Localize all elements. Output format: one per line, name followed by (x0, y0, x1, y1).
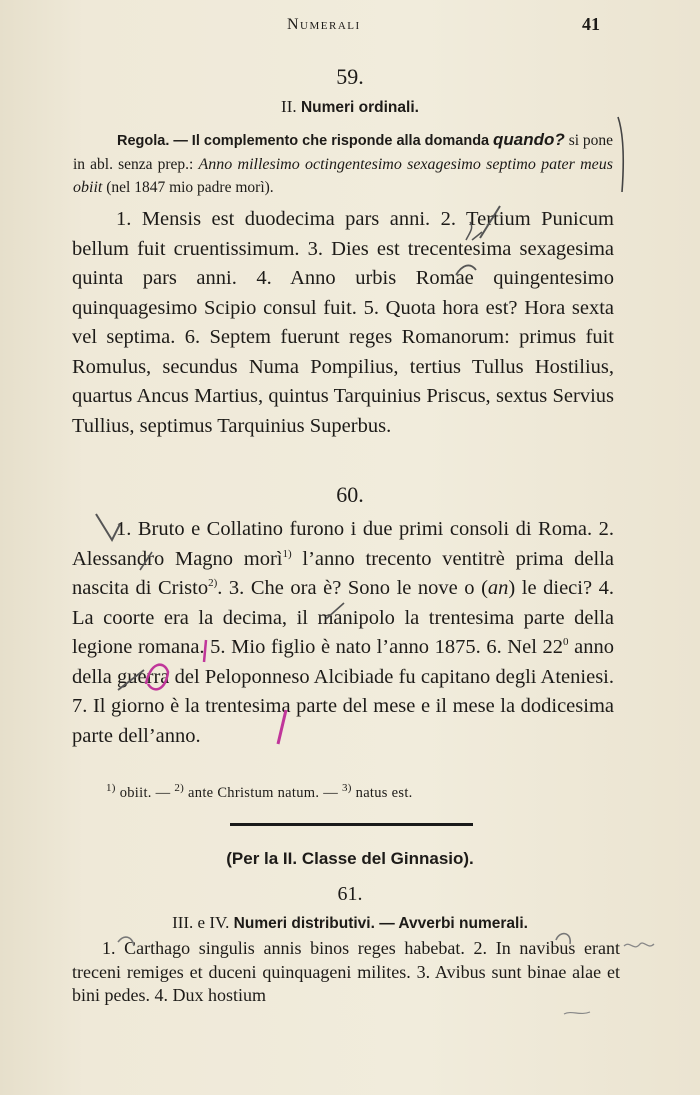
degree-mark: 0 (563, 636, 569, 649)
footnote-mark-1: 1) (106, 782, 116, 795)
section-61-subtitle-text: Numeri distributivi. — Avverbi numerali. (233, 915, 528, 932)
rule-line2: si pone in abl. senza prep.: (73, 132, 614, 173)
s60-part1: 1. Bruto e Collatino furono i due primi consoli di Roma. 2. Alessandro Magno morì (72, 518, 614, 570)
running-head (0, 12, 700, 42)
running-title: Numerali (287, 16, 361, 33)
footnotes (106, 782, 413, 802)
section-60-exercise (72, 515, 614, 751)
s60-part5: anno della guerra del Peloponneso Alcibiade fu capitano degli Ateniesi. 7. Il giorno è la trentesima parte del mese e il mese la dodicesima parte dell’anno. (72, 636, 614, 747)
section-59-exercise (72, 205, 614, 441)
section-60-number: 60. (336, 482, 364, 507)
s60-part2: l’anno trecento ventitrè prima della nascita di Cristo (72, 547, 614, 599)
rule-block (73, 128, 613, 199)
pencil-scribble-bottom (564, 1012, 590, 1014)
footnote-1: obiit. — (115, 785, 175, 801)
section-61-exercise-text: 1. Carthago singulis annis binos reges habebat. 2. In navibus erant treceni remiges et duceni quinquageni milites. 3. Avibus sunt binae alae et bini pedes. 4. Dux hostium (72, 938, 620, 1005)
section-61-number: 61. (337, 883, 363, 905)
section-61-subtitle (0, 913, 700, 933)
class-heading: (Per la II. Classe del Ginnasio). (226, 849, 474, 868)
section-59-exercise-text: 1. Mensis est duodecima pars anni. 2. Tertium Punicum bellum fuit cruentissimum. 3. Dies est trecentesima sexagesima quinta pars anni. 4. Anno urbis Romae quingentesimo quinquagesimo Scipio consul fuit. 5. Quota hora est? Hora sexta vel septima. 6. Septem fuerunt reges Romanorum: primus fuit Romulus, secundus Numa Pompilius, tertius Tullus Hostilius, quartus Ancus Martius, quintus Tarquinius Priscus, sextus Servius Tullius, septimus Tarquinius Superbus. (72, 208, 614, 437)
rule-label: Regola. — (117, 133, 188, 149)
section-59-subtitle (0, 97, 700, 117)
pencil-scribble-right (624, 943, 654, 947)
footnote-ref-1: 1) (282, 547, 292, 560)
footnote-2: ante Christum natum. — (184, 785, 342, 801)
rule-text: Il complemento che risponde alla domanda (191, 133, 490, 149)
s60-italic-an: an (487, 577, 509, 599)
footnote-3: natus est. (351, 785, 413, 801)
section-59-number: 59. (336, 64, 364, 89)
section-divider (230, 823, 473, 826)
section-59-subtitle-roman: II. (281, 97, 297, 116)
footnote-ref-2: 2) (208, 577, 218, 590)
rule-question: quando? (493, 130, 565, 149)
section-61-exercise (72, 937, 620, 1008)
section-61-subtitle-roman: III. e IV. (172, 913, 230, 932)
rule-example: Anno millesimo octingentesimo sexagesimo septimo pater meus obiit (73, 156, 614, 196)
section-60-exercise-text (72, 515, 614, 751)
rule-translation: (nel 1847 mio padre morì). (106, 179, 274, 196)
page-number: 41 (582, 14, 600, 34)
section-59-subtitle-text: Numeri ordinali. (300, 99, 419, 116)
s60-part3: . 3. Che ora è? Sono le nove o ( (217, 577, 488, 599)
s60-part4: ) le dieci? 4. La coorte era la decima, il manipolo la trentesima parte della legione romana. 5. Mio figlio è nato l’anno 1875. 6. Nel 22 (72, 577, 614, 658)
footnote-mark-3: 3) (341, 782, 352, 795)
pencil-bracket-mark (618, 117, 623, 192)
footnote-mark-2: 2) (174, 782, 185, 795)
